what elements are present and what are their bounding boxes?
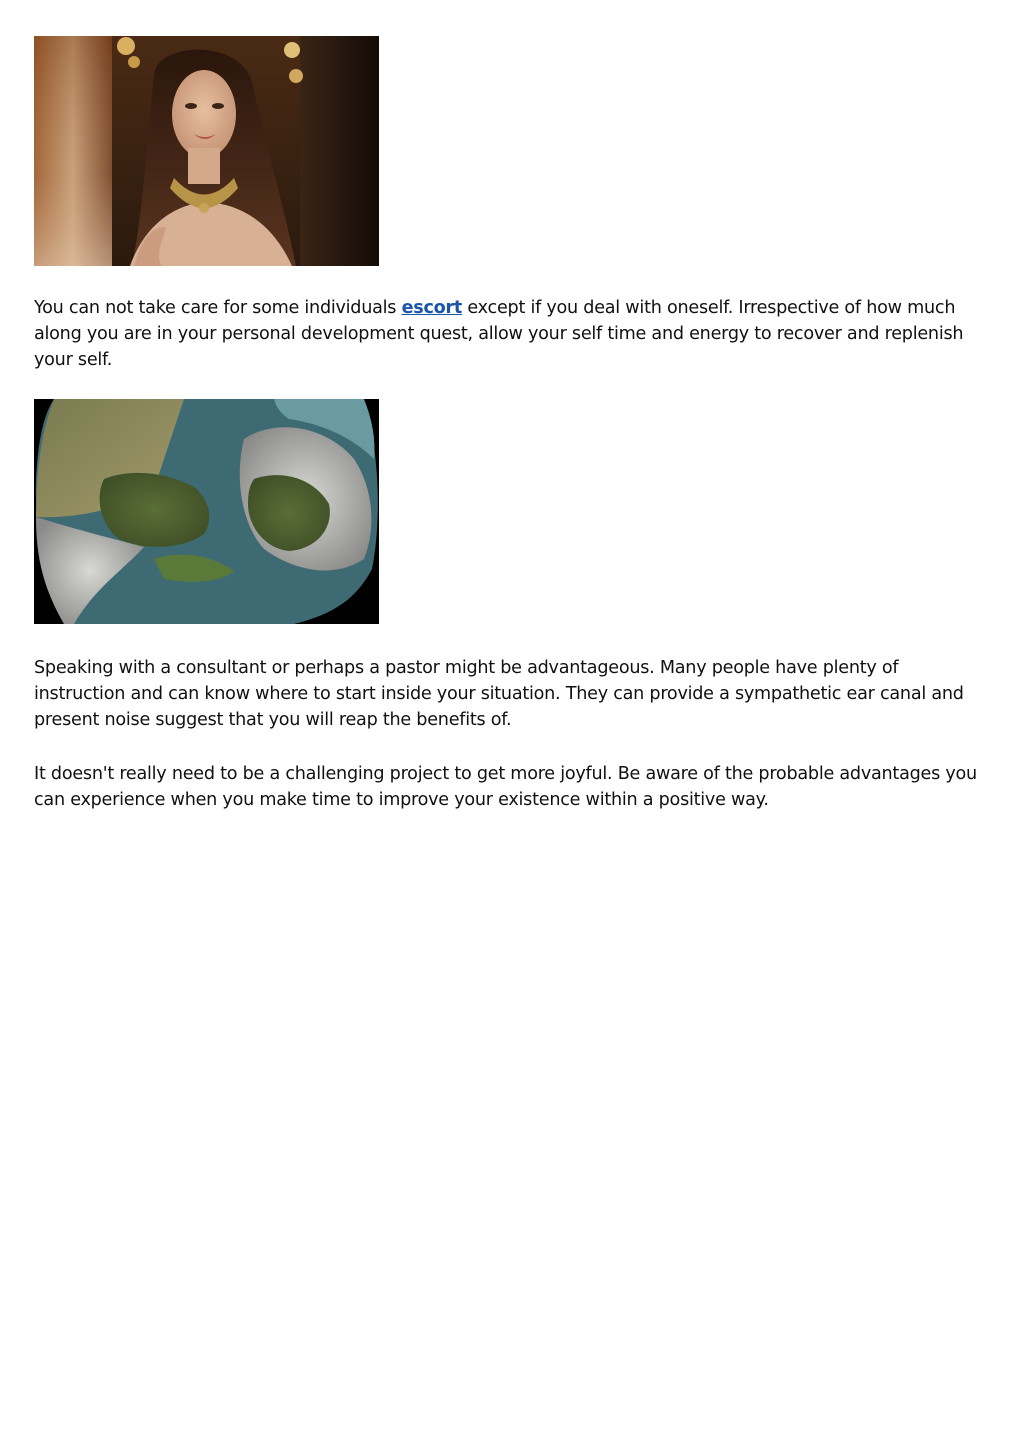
paragraph-joyful: It doesn't really need to be a challenging project to get more joyful. Be aware of the probable advantages you can experience when you make time to improve your existence within a positive way. xyxy=(34,764,977,810)
terrain-image xyxy=(34,399,379,624)
portrait-image xyxy=(34,36,379,266)
article-body xyxy=(34,36,990,813)
paragraph-intro xyxy=(34,295,990,373)
paragraph-consultant: Speaking with a consultant or perhaps a pastor might be advantageous. Many people have plenty of instruction and can know where to start inside your situation. They can provide a sympathetic ear canal and present noise suggest that you will reap the benefits of. xyxy=(34,658,964,730)
paragraph-intro-lead: You can not take care for some individuals xyxy=(34,298,402,318)
paragraph-intro-tail: except if you deal with oneself. Irrespective of how much along you are in your personal development quest, allow your self time and energy to recover and replenish your self. xyxy=(34,298,964,370)
escort-link[interactable]: escort xyxy=(401,298,463,318)
